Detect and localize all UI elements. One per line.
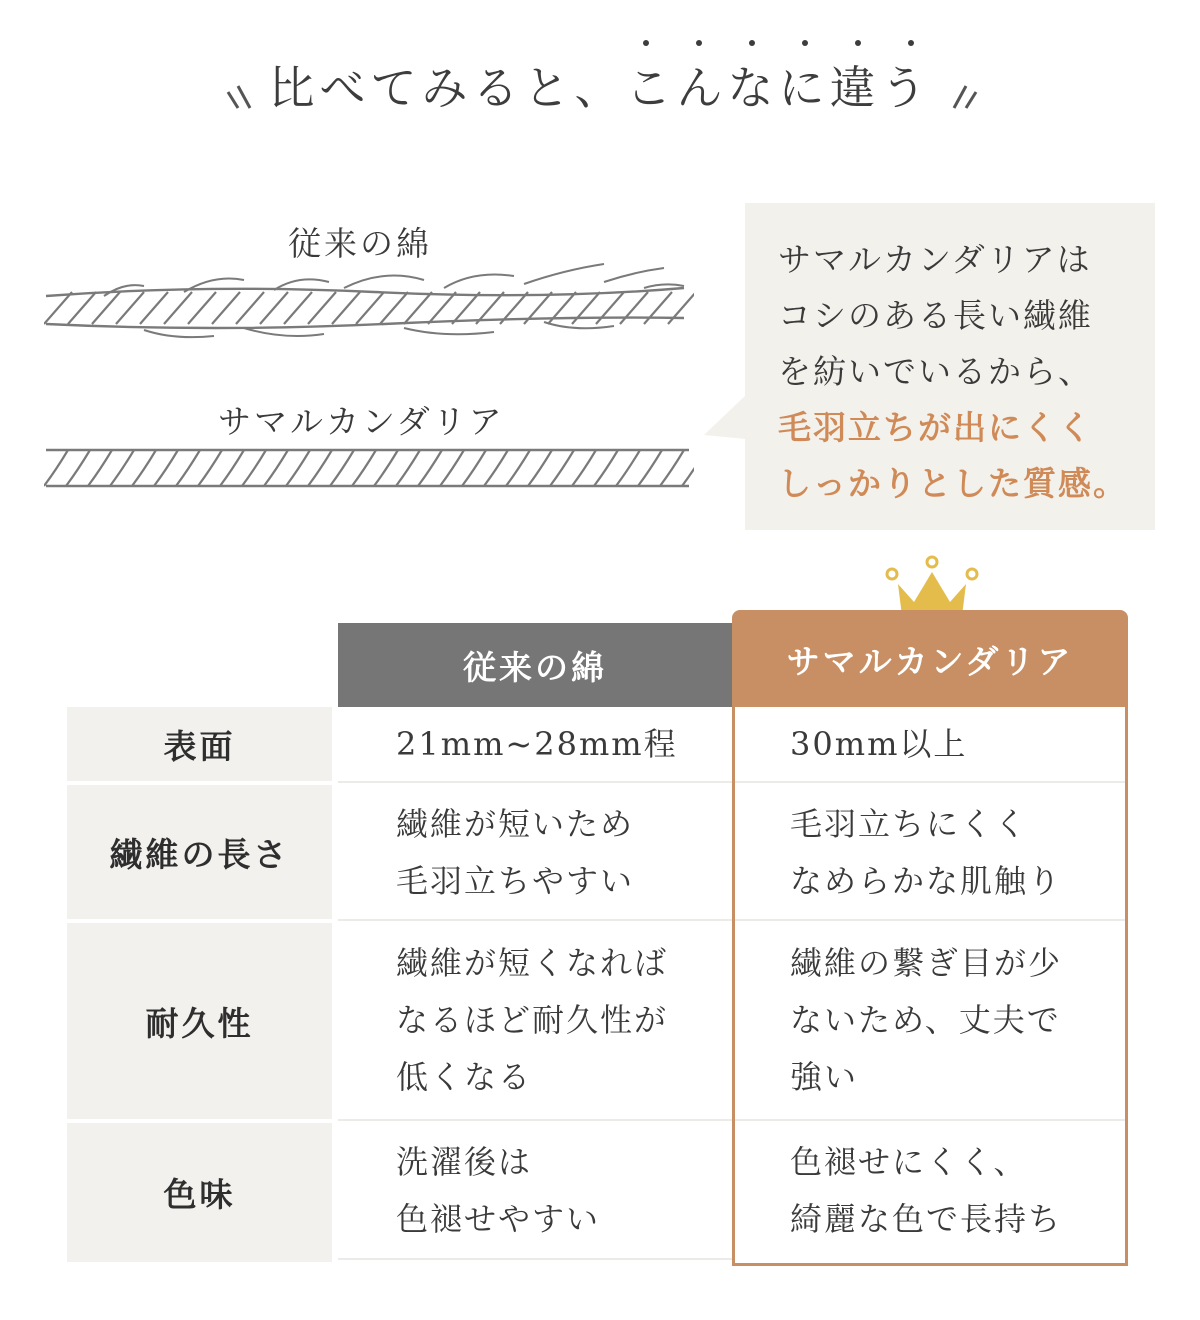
cotton-thread-label: 従来の綿	[288, 224, 432, 263]
callout-line: サマルカンダリアは	[778, 240, 1092, 279]
row-header-surface: 表面	[67, 707, 332, 781]
callout-line: を紡いでいるから、	[778, 352, 1093, 391]
cell-line: 毛羽立ちにくく	[790, 805, 1029, 843]
cell-line: 低くなる	[396, 1058, 533, 1096]
cell-line: ないため、丈夫で	[790, 1001, 1061, 1039]
table-cell	[396, 796, 634, 910]
callout-highlight-line: 毛羽立ちが出にくく	[778, 408, 1093, 447]
cell-line: 綺麗な色で長持ち	[790, 1200, 1063, 1238]
callout-tail	[700, 395, 750, 445]
emphasis-dots	[0, 40, 1200, 50]
cell-line: 繊維の繋ぎ目が少	[790, 944, 1063, 982]
column-header-samarkand: サマルカンダリア	[734, 612, 1126, 707]
cell-line: 洗濯後は	[396, 1143, 533, 1181]
table-cell: 21mm~28mm程	[396, 725, 678, 763]
cotton-thread-illustration	[44, 262, 694, 342]
row-header-color: 色味	[67, 1123, 332, 1262]
callout-text	[778, 232, 1148, 512]
samarkand-thread-label: サマルカンダリア	[218, 402, 505, 441]
cell-line: 毛羽立ちやすい	[396, 862, 635, 900]
page-title: 比べてみると、こんなに違う	[268, 61, 932, 115]
table-cell	[396, 1134, 600, 1248]
cell-line: なめらかな肌触り	[790, 862, 1063, 900]
table-cell: 30mm以上	[790, 725, 968, 763]
row-header-durability: 耐久性	[67, 923, 332, 1119]
cell-line: 強い	[790, 1058, 859, 1096]
cell-line: 色褪せやすい	[396, 1200, 601, 1238]
cell-line: 色褪せにくく、	[790, 1143, 1028, 1181]
samarkand-column-frame	[732, 610, 1128, 1266]
slash-right-icon	[946, 72, 982, 112]
column-header-cotton: 従来の綿	[338, 623, 732, 707]
callout-line: コシのある長い繊維	[778, 296, 1093, 335]
samarkand-thread-illustration	[44, 442, 694, 494]
row-header-fiber-length: 繊維の長さ	[67, 785, 332, 919]
table-cell	[396, 935, 668, 1106]
cell-line: 繊維が短くなれば	[396, 944, 669, 982]
row-divider	[338, 1258, 732, 1260]
callout-highlight-line: しっかりとした質感。	[778, 464, 1128, 503]
cell-line: なるほど耐久性が	[396, 1001, 669, 1039]
cell-line: 繊維が短いため	[396, 805, 635, 843]
